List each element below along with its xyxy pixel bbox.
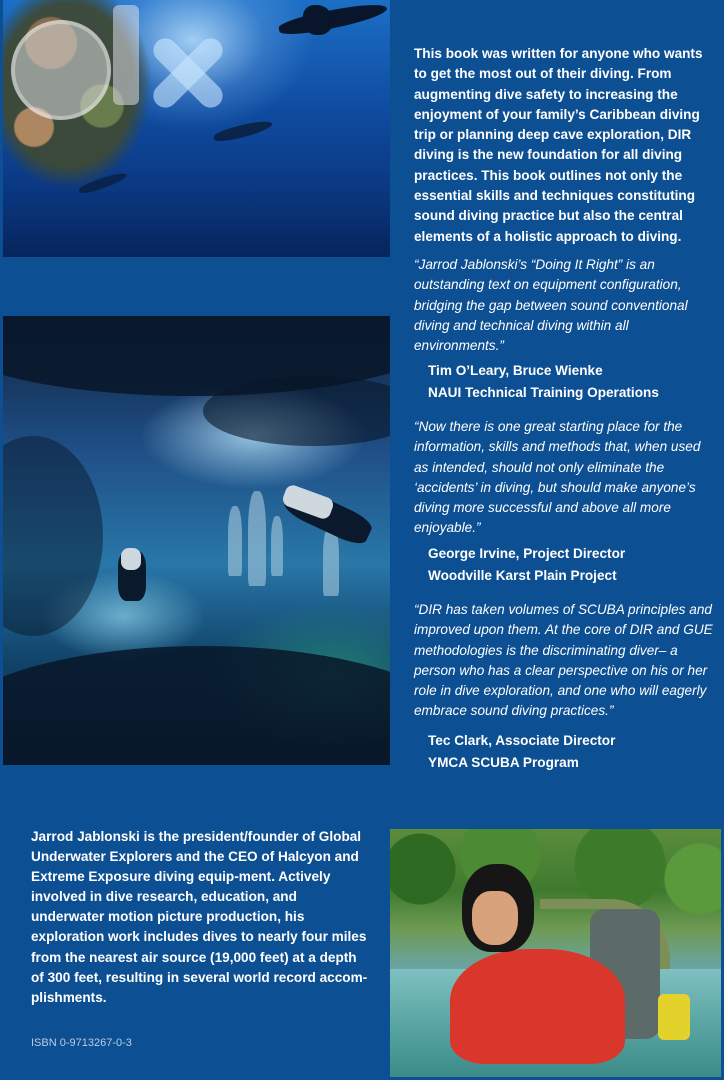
cave-floor	[3, 646, 390, 765]
attribution-name: Tim O’Leary, Bruce Wienke	[428, 363, 603, 378]
light-cross	[148, 35, 228, 110]
endorsement-quote: “DIR has taken volumes of SCUBA principles and improved upon them. At the core of DIR and GUE methodologies is the discriminating diver– a person who has a clear perspective on his or her role in dive exploration, and one who will eagerly embrace sound diving practices.”	[414, 602, 713, 719]
attribution-org: Woodville Karst Plain Project	[428, 568, 617, 583]
stalagmite	[271, 516, 283, 576]
diver-tank	[121, 548, 141, 570]
attribution-name: Tec Clark, Associate Director	[428, 733, 616, 748]
diver-face	[472, 891, 518, 945]
author-bio: Jarrod Jablonski is the president/founder of Global Underwater Explorers and the CEO of Halcyon and Extreme Exposure diving equip-ment. Actively involved in dive research, education, and underwater motion picture production, his exploration work includes dives to nearly four miles from the nearest air source (19,000 feet) at a depth of 300 feet, resulting in several world record accom-plishments.	[31, 829, 368, 1005]
author-diver-photo	[390, 829, 721, 1077]
cave-rock	[3, 436, 103, 636]
isbn: ISBN 0-9713267-0-3	[31, 1037, 132, 1049]
reef-divers-photo	[3, 0, 390, 257]
diver-silhouette	[277, 0, 388, 39]
cave-divers-photo	[3, 316, 390, 765]
diver-silhouette	[303, 5, 333, 35]
attribution-name: George Irvine, Project Director	[428, 546, 626, 561]
book-intro: This book was written for anyone who wants to get the most out of their diving. From augmenting dive safety to increasing the enjoyment of your family’s Caribbean diving trip or planning deep cave exploration, DIR diving is the new foundation for all diving practices. This book outlines not only the essential skills and techniques constituting sound diving practice but also the central elements of a holistic approach to diving.	[414, 46, 703, 244]
attribution-org: YMCA SCUBA Program	[428, 755, 579, 770]
endorsement-quote: “Jarrod Jablonski’s “Doing It Right” is an outstanding text on equipment configuration, bridging the gap between sound conventional diving and technical diving within all environments.”	[414, 257, 688, 354]
endorsement-attribution	[428, 730, 718, 774]
stalagmite	[248, 491, 266, 586]
attribution-org: NAUI Technical Training Operations	[428, 385, 659, 400]
diver-silhouette	[212, 117, 273, 144]
yellow-canister	[658, 994, 690, 1040]
drysuit	[450, 949, 625, 1064]
light-ring	[11, 20, 111, 120]
endorsement-attribution	[428, 360, 718, 404]
light-bar	[113, 5, 139, 105]
endorsement-quote: “Now there is one great starting place for the information, skills and methods that, when used as intended, should not only eliminate the ‘accidents’ in diving, but should make anyone’s diving more successful and above all more enjoyable.”	[414, 419, 701, 536]
stalagmite	[228, 506, 242, 576]
endorsement-attribution	[428, 543, 718, 587]
cave-rock	[203, 376, 390, 446]
